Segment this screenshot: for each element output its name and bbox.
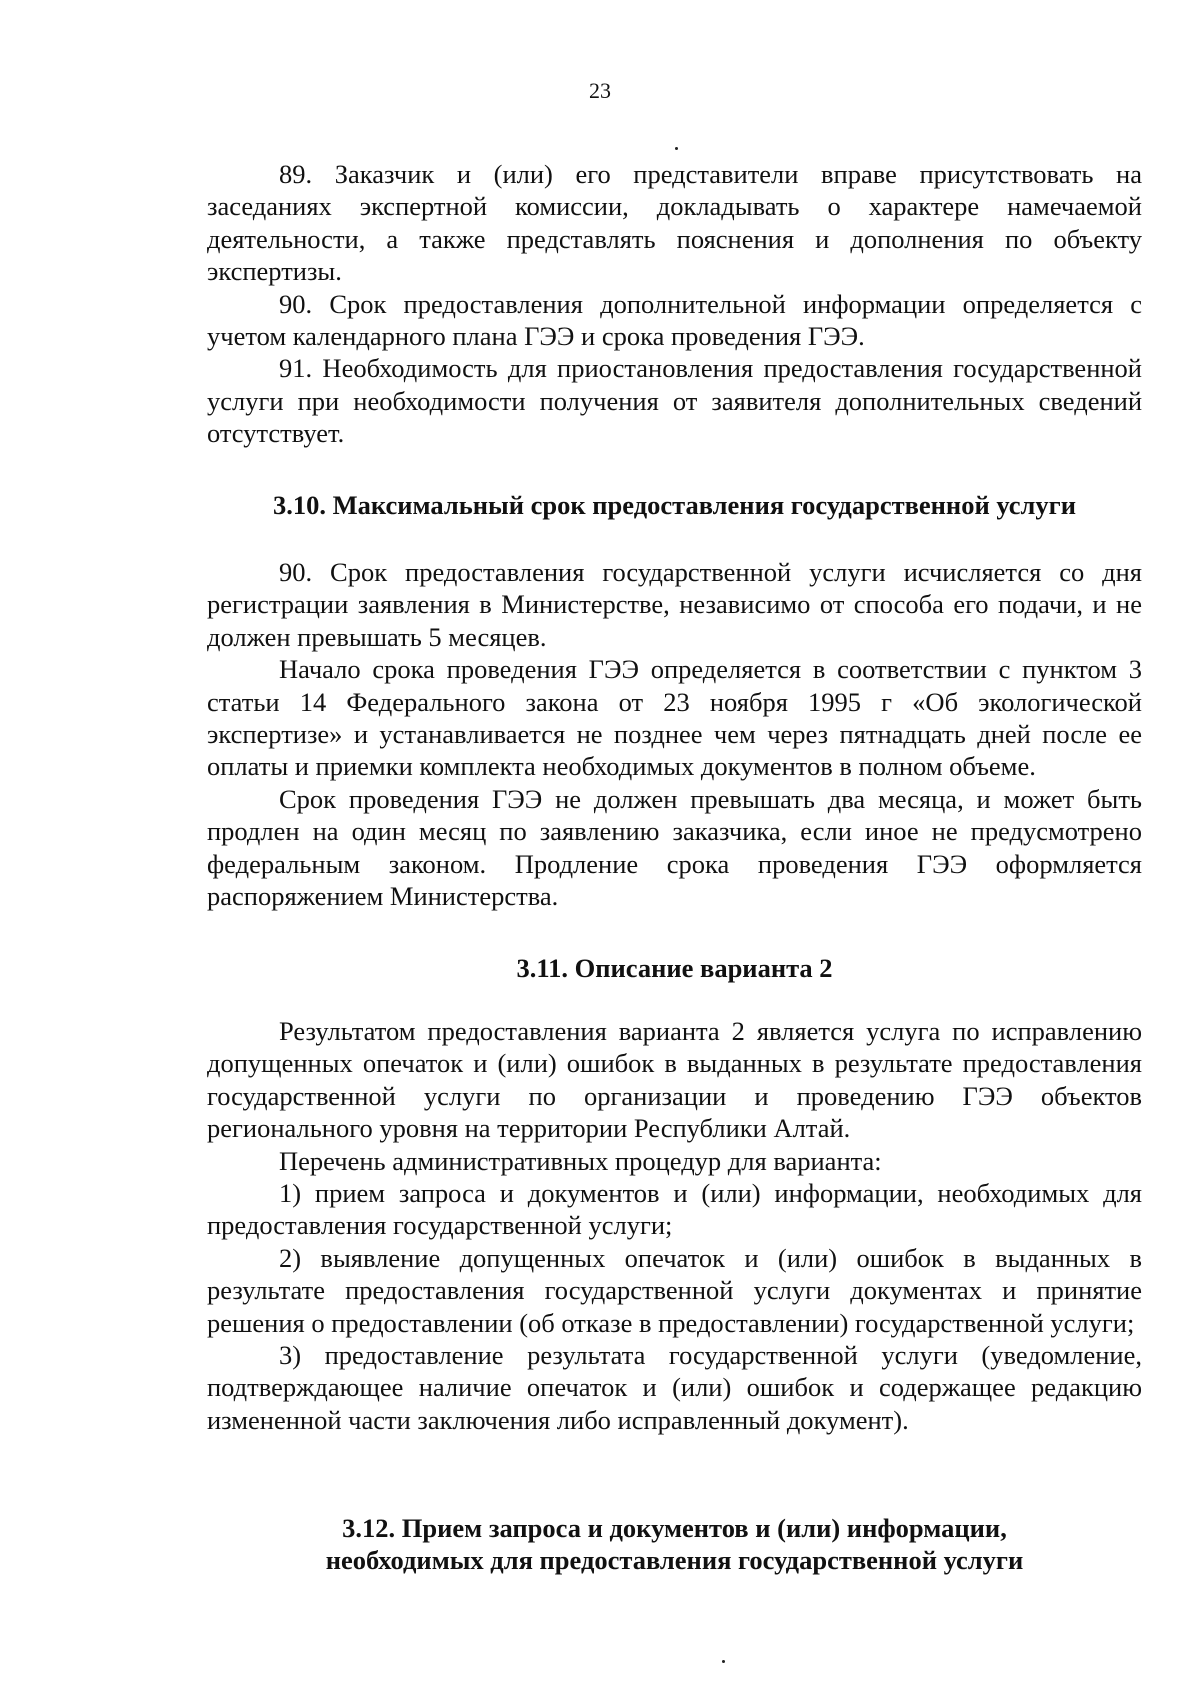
paragraph-89: 89. Заказчик и (или) его представители вправе присутствовать на заседаниях экспертной комиссии, докладывать о характере намечаемой деятельности, а также представлять пояснения и дополнения по объекту экспертизы. xyxy=(207,159,1142,287)
paragraph-91: 91. Необходимость для приостановления предоставления государственной услуги при необходимости получения от заявителя дополнительных сведений отсутствует. xyxy=(207,353,1142,449)
heading-3-12-line-2: необходимых для предоставления государственной услуги xyxy=(325,1545,1024,1576)
section-heading-3-10 xyxy=(207,489,1142,521)
scan-speck xyxy=(675,147,678,150)
page-number: 23 xyxy=(589,78,611,103)
heading-3-10: 3.10. Максимальный срок предоставления государственной услуги xyxy=(273,490,1076,520)
list-item-2: 2) выявление допущенных опечаток и (или) ошибок в выданных в результате предоставления государственной услуги документах и принятие решения о предоставлении (об отказе в предоставлении) государственной услуги; xyxy=(207,1242,1142,1338)
paragraph-procedures: Перечень административных процедур для варианта: xyxy=(279,1145,882,1176)
paragraph-start: Начало срока проведения ГЭЭ определяется в соответствии с пунктом 3 статьи 14 Федерального закона от 23 ноября 1995 г «Об экологической экспертизе» и устанавливается не позднее чем через пятнадцать дней после ее оплаты и приемки комплекта необходимых документов в полном объеме. xyxy=(207,654,1142,782)
paragraph-block-2 xyxy=(207,556,1142,912)
paragraph-block-3 xyxy=(207,1015,1142,1436)
heading-3-11: 3.11. Описание варианта 2 xyxy=(516,953,833,983)
paragraph-duration: Срок проведения ГЭЭ не должен превышать два месяца, и может быть продлен на один месяц по заявлению заказчика, если иное не предусмотрено федеральным законом. Продление срока проведения ГЭЭ оформляется распоряжением Министерства. xyxy=(207,783,1142,912)
list-item-1: 1) прием запроса и документов и (или) информации, необходимых для предоставления государственной услуги; xyxy=(207,1178,1142,1241)
paragraph-90: 90. Срок предоставления дополнительной информации определяется с учетом календарного плана ГЭЭ и срока проведения ГЭЭ. xyxy=(207,288,1142,352)
scan-speck xyxy=(722,1660,725,1663)
list-item-3: 3) предоставление результата государственной услуги (уведомление, подтверждающее наличие опечаток и (или) ошибок и содержащее редакцию измененной части заключения либо исправленный документ). xyxy=(207,1340,1142,1435)
section-heading-3-12 xyxy=(207,1512,1142,1577)
heading-3-12-line-1: 3.12. Прием запроса и документов и (или) информации, xyxy=(342,1513,1007,1543)
section-heading-3-11 xyxy=(207,952,1142,984)
paragraph-result: Результатом предоставления варианта 2 является услуга по исправлению допущенных опечаток и (или) ошибок в выданных в результате предоставления государственной услуги по организации и проведению ГЭЭ объектов регионального уровня на территории Республики Алтай. xyxy=(207,1016,1142,1144)
paragraph-term: 90. Срок предоставления государственной услуги исчисляется со дня регистрации заявления в Министерстве, независимо от способа его подачи, и не должен превышать 5 месяцев. xyxy=(207,557,1142,652)
paragraph-block-1 xyxy=(207,158,1142,450)
